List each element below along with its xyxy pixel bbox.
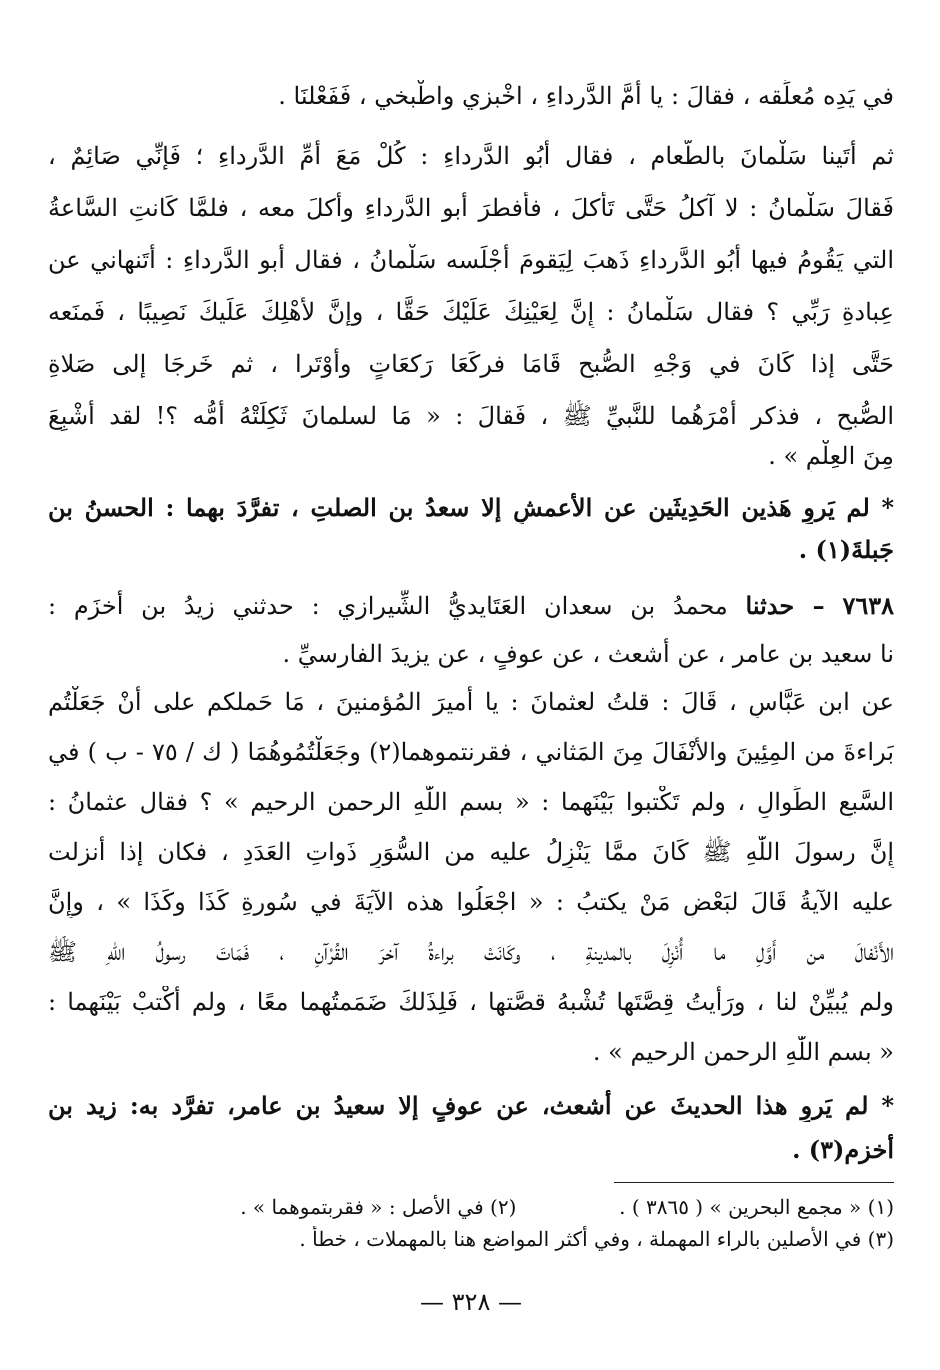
text-line: نا سعيد بن عامر ، عن أشعث ، عن عوفٍ ، عن يزيدَ الفارسيِّ . (282, 640, 894, 668)
hadith-heading-line (48, 590, 894, 622)
text-line: عن ابن عَبَّاسٍ ، قَالَ : قلتُ لعثمانَ : يا أَميرَ المُؤمنينَ ، مَا حَملكم على أَنْ جَعَلْتُم (48, 688, 894, 716)
commentary-line: جَبلةَ(١) . (798, 535, 894, 564)
text-line: الأَنْفالَ من أَوَّلِ ما أُنْزِلَ بالمدينةِ ، وكَانَتْ براءةُ آخرَ القُرْآنِ ، فَمَاتَ رسولُ اللّٰهِ ﷺ (48, 938, 894, 966)
text-line: الصُّبحِ ، فذكر أَمْرَهُما للنَّبيِّ ﷺ ، فَقالَ : « مَا لسلمانَ ثَكِلَتْهُ أُمُّه ؟! لقد أُشْبِعَ (48, 402, 894, 430)
footnote-line (48, 1194, 894, 1220)
hadith-chain: محمدُ بن سعدان العَتَايديُّ الشِّيرازي : حدثني زيدُ بن أخزَم : (48, 592, 728, 620)
text-line: عِبادةِ رَبِّي ؟ فقال سَلْمانُ : إِنَّ لِعَيْنِكَ عَلَيْكَ حَقًّا ، وإنَّ لأَهْلِكَ عَلَيكَ نَصِيبًا ، فَمنَعه (48, 298, 894, 326)
hadith-number: ٧٦٣٨ (842, 591, 894, 620)
text-line: فَقالَ سَلْمانُ : لا آكلُ حَتَّى تَأْكلَ ، فأَفطرَ أبو الدَّرداءِ وأَكلَ معه ، فلمَّا كَانتِ السَّاعةُ (48, 194, 894, 222)
text-line: ولم يُبيِّنْ لنا ، ورَأَيتُ قِصَّتَها تُشْبهُ قصَّتها ، فَلِذَلكَ ضَمَمتُهما معًا ، ولم أَكْتبْ بَيْنَهما : (48, 988, 894, 1016)
text-line: حَتَّى إذا كَانَ في وَجْهِ الصُّبحِ قَامَا فركَعَا رَكعَاتٍ وأَوْتَرا ، ثم خَرجَا إلى صَلاةِ (48, 350, 894, 378)
commentary-line: أخزم(٣) . (792, 1135, 894, 1164)
hadith-intro: – حدثنا (745, 591, 825, 620)
footnote-separator (614, 1182, 894, 1183)
book-page (48, 60, 894, 1350)
text-line: « بسمِ اللّٰهِ الرحمنِ الرحيم » . (592, 1038, 894, 1066)
footnote-3: (٣) في الأصلين بالراء المهملة ، وفي أكثر المواضع هنا بالمهملات ، خطأ . (299, 1227, 894, 1251)
footnote-2: (٢) في الأصل : « فقربتموهما » . (240, 1195, 517, 1219)
text-line: ثم أَتَينا سَلْمانَ بالطَّعام ، فقال أَبُو الدَّرداءِ : كُلْ مَعَ أُمِّ الدَّرداءِ ؛ فَإنِّي صَائِمٌ ، (48, 142, 894, 170)
text-line: في يَدِه مُعلِّقه ، فقالَ : يا أُمَّ الدَّرداءِ ، اخْبزي واطْبخي ، فَفَعْلنَا . (278, 82, 894, 110)
text-line: السَّبعِ الطِّوالِ ، ولم تَكْتبوا بَيْنَهما : « بسمِ اللّٰهِ الرحمنِ الرحيم » ؟ فقال عثمانُ : (48, 788, 894, 816)
text-line: إِنَّ رسولَ اللّٰهِ ﷺ كَانَ ممَّا يَنْزِلُ عليه من السُّوَرِ ذَواتِ العَدَدِ ، فكان إذا أُنزلت (48, 838, 894, 866)
page-number: — ٣٢٨ — (420, 1288, 522, 1316)
text-line: مِنَ العِلْمِ » . (768, 442, 894, 470)
commentary-line: * لم يَروِ هذا الحديثَ عن أشعث، عن عوفٍ إلا سعيدُ بن عامر، تفرَّد به: زيد بن (48, 1091, 894, 1120)
text-line: بَراءةَ من المِئِينَ والأَنْفَالَ مِنَ المَثاني ، فقرنتموهما(٢) وجَعَلْتُمُوهُمَا ( ك / ٧٥ - ب ) في (48, 738, 894, 766)
footnote-1: (١) « مجمع البحرين » ( ٣٨٦٥ ) . (619, 1195, 894, 1219)
text-line: عليه الآيةُ قَالَ لبَعْضِ مَنْ يكتبُ : « اجْعَلُوا هذه الآيَةَ في سُورةِ كَذَا وكَذَا » ، وإِنَّ (48, 888, 894, 916)
text-line: التي يَقُومُ فيها أَبُو الدَّرداءِ ذَهبَ لِيَقومَ أَجْلَسه سَلْمانُ ، فقال أبو الدَّرداءِ : أَتَنهاني عن (48, 246, 894, 274)
commentary-line: * لم يَروِ هَذين الحَدِيثَين عن الأعمشِ إلا سعدُ بن الصلتِ ، تفرَّدَ بهما : الحسنُ بن (48, 493, 894, 522)
